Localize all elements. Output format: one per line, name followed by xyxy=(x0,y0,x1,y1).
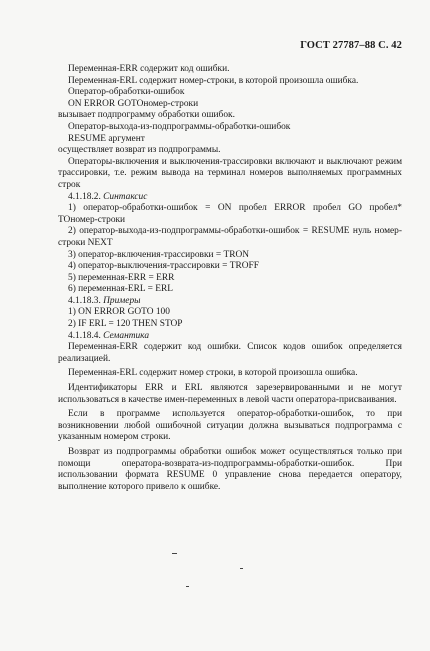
scan-speck xyxy=(186,586,189,587)
code-line: RESUME аргумент xyxy=(68,133,145,144)
text-line: вызывает подпрограмму обработки ошибок. xyxy=(58,110,235,121)
section-title: Семантика xyxy=(103,330,150,341)
document-body xyxy=(58,64,402,493)
text-line: осуществляет возврат из подпрограммы. xyxy=(58,145,221,156)
syntax-rule: 1) оператор-обработки-ошибок = ON пробел ERROR пробел GO пробел* TOномер-строки xyxy=(58,203,402,225)
page-header: ГОСТ 27787–88 С. 42 xyxy=(300,40,402,51)
syntax-rule: 4) оператор-выключения-трассировки = TROFF xyxy=(68,261,259,272)
section-number: 4.1.18.3. xyxy=(68,295,101,306)
section-heading-examples xyxy=(58,296,402,308)
scan-speck xyxy=(172,553,177,554)
text-line: Переменная-ERR содержит код ошибки. xyxy=(68,64,230,74)
text-paragraph: Переменная-ERR содержит код ошибки. Список кодов ошибок определяется реализацией. xyxy=(58,342,402,364)
text-paragraph: Если в программе используется оператор-обработки-ошибок, то при возникновении любой ошибочной ситуации должна вызываться подпрограмма с указанным номером строки. xyxy=(58,409,402,443)
syntax-rule: 3) оператор-включения-трассировки = TRON xyxy=(68,249,250,260)
section-title: Примеры xyxy=(103,295,141,306)
section-heading-syntax xyxy=(58,192,402,204)
text-line: Оператор-обработки-ошибок xyxy=(68,87,185,98)
example-line: 2) IF ERL = 120 THEN STOP xyxy=(68,319,183,330)
text-line: Оператор-выхода-из-подпрограммы-обработки-ошибок xyxy=(68,121,291,132)
text-paragraph: Переменная-ERL содержит номер строки, в которой произошла ошибка. xyxy=(68,368,358,379)
section-number: 4.1.18.2. xyxy=(68,191,101,202)
syntax-rule: 5) переменная-ERR = ERR xyxy=(68,272,175,283)
syntax-rule: 2) оператор-выхода-из-подпрограммы-обработки-ошибок = RESUME нуль номер-строки NEXT xyxy=(58,226,402,248)
syntax-rule: 6) переменная-ERL = ERL xyxy=(68,284,173,295)
section-heading-semantics xyxy=(58,331,402,343)
section-title: Синтаксис xyxy=(103,191,148,202)
example-line: 1) ON ERROR GOTO 100 xyxy=(68,307,170,318)
scan-speck xyxy=(240,568,243,569)
section-number: 4.1.18.4. xyxy=(68,330,101,341)
text-paragraph: Операторы-включения и выключения-трассировки включают и выключают режим трассировки, т.е. режим вывода на терминал номеров выполняемых программных строк xyxy=(58,156,402,190)
text-paragraph: Переменная-ERL содержит номер-строки, в которой произошла ошибка. xyxy=(68,75,359,86)
code-line: ON ERROR GOTOномер-строки xyxy=(68,98,199,109)
text-paragraph: Идентификаторы ERR и ERL являются зарезервированными и не могут использоваться в качестве имен-переменных в левой части оператора-присваивания. xyxy=(58,383,402,405)
text-paragraph: Возврат из подпрограммы обработки ошибок может осуществляться только при помощи оператора-возврата-из-подпрограммы-обработки-ошибок. При использовании формата RESUME 0 управление снова передается оператору, выполнение которого привело к ошибке. xyxy=(58,447,402,492)
